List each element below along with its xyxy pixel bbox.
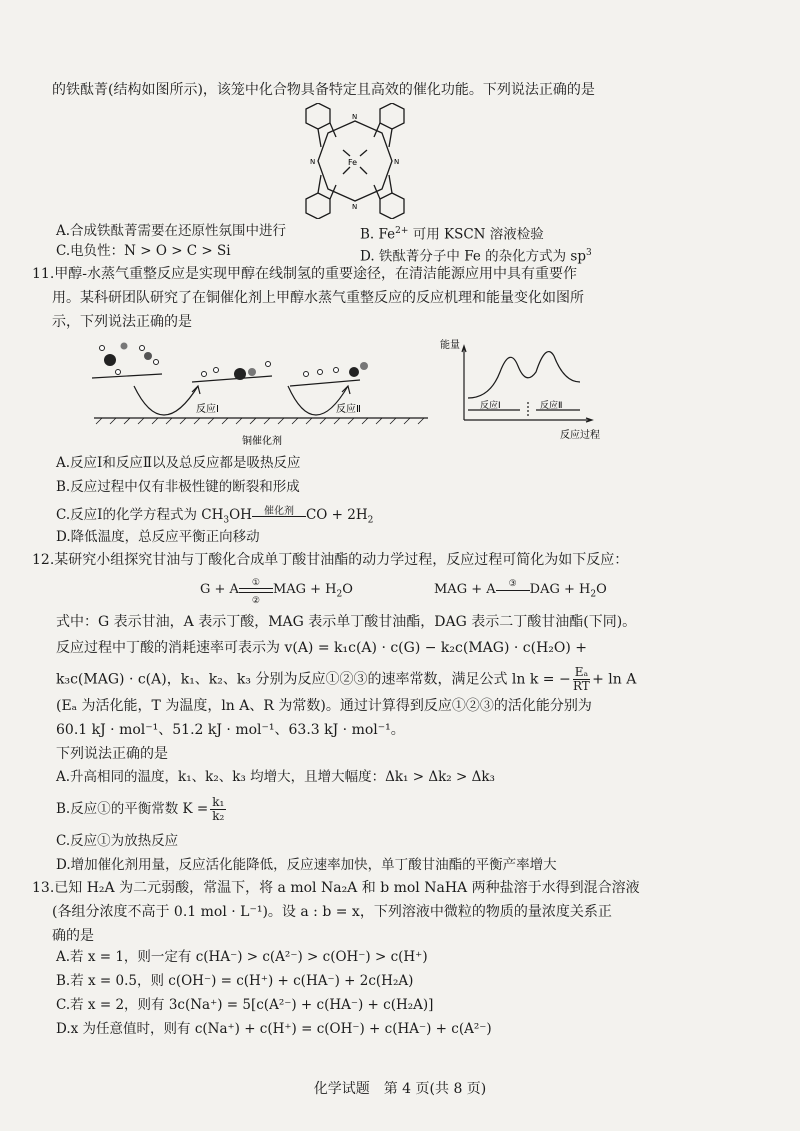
q11-stem-line3: 示，下列说法正确的是 [52,314,192,330]
q11-option-a: A.反应Ⅰ和反应Ⅱ以及总反应都是吸热反应 [56,455,301,471]
bridge-n-left: N [310,158,316,166]
q12-stem-line6: 60.1 kJ · mol⁻¹、51.2 kJ · mol⁻¹、63.3 kJ · mol⁻¹。 [56,722,405,738]
q10-option-a: A.合成铁酞菁需要在还原性氛围中进行 [56,223,287,239]
q12-option-d: D.增加催化剂用量，反应活化能降低，反应速率加快，单丁酸甘油酯的平衡产率增大 [56,857,557,873]
q11-option-d: D.降低温度，总反应平衡正向移动 [56,529,260,545]
catalyst-condition: 催化剂 [263,506,294,517]
q13-option-a: A.若 x = 1，则一定有 c(HA⁻) > c(A²⁻) > c(OH⁻) > c(H⁺) [56,949,428,965]
q12-stem-line1: 12.某研究小组探究甘油与丁酸化合成单丁酸甘油酯的动力学过程，反应过程可简化为如下反应： [32,552,629,568]
energy-reaction2-label: 反应Ⅱ [540,401,563,411]
q13-option-d: D.x 为任意值时，则有 c(Na⁺) + c(H⁺) = c(OH⁻) + c(HA⁻) + c(A²⁻) [56,1021,492,1037]
q11-mechanism-figure [92,334,430,452]
q10-option-c: C.电负性：N > O > C > Si [56,243,231,259]
q12-stem-line7: 下列说法正确的是 [56,746,168,762]
q10-option-b: B. $Fe^{2+}$ 可用 KSCN 溶液检验 [360,226,544,243]
bridge-n-bottom: N [352,203,358,211]
q11-energy-diagram [440,336,620,444]
q10-option-d: D. 铁酞菁分子中 Fe 的杂化方式为 $sp^3$ [360,248,592,265]
q12-equation-1: G + A ① ② MAG + $H_2O$ [200,577,353,606]
progress-axis-label: 反应过程 [560,430,600,441]
q12-option-c: C.反应①为放热反应 [56,833,179,849]
q13-stem-line2: (各组分浓度不高于 0.1 mol · L⁻¹)。设 a : b = x，下列溶液中微粒的物质的量浓度关系正 [52,904,612,920]
bridge-n-top: N [352,113,358,121]
q12-equation-2: MAG + A ③ DAG + $H_2O$ [434,579,607,600]
mechanism-reaction1-label: 反应Ⅰ [196,404,219,415]
bridge-n-right: N [394,158,400,166]
q12-stem-line3: 反应过程中丁酸的消耗速率可表示为 v(A) = k₁c(A) · c(G) − k₂c(MAG) · c(H₂O) + [56,640,588,656]
q12-stem-line2: 式中：G 表示甘油，A 表示丁酸，MAG 表示单丁酸甘油酯，DAG 表示二丁酸甘油酯(下同)。 [56,614,637,630]
q12-option-a: A.升高相同的温度，k₁、k₂、k₃ 均增大，且增大幅度：Δk₁ > Δk₂ > Δk₃ [56,769,495,785]
q12-stem-line4: k₃c(MAG) · c(A)，k₁、k₂、k₃ 分别为反应①②③的速率常数，满足公式 ln k = − $\frac{\text{Eₐ}}{RT}$ + ln A [56,665,637,693]
q11-stem-line2: 用。某科研团队研究了在铜催化剂上甲醇水蒸气重整反应的反应机理和能量变化如图所 [52,290,584,306]
q12-option-b: B.反应①的平衡常数 K = $\frac{\text{k₁}}{\text{k₂}}$ [56,795,225,823]
catalyst-label: 铜催化剂 [242,436,282,447]
iron-phthalocyanine-structure [288,103,422,219]
mechanism-reaction2-label: 反应Ⅱ [336,404,361,415]
q13-option-c: C.若 x = 2，则有 3c(Na⁺) = 5[c(A²⁻) + c(HA⁻) + c(H₂A)] [56,997,434,1013]
q10-stem-tail: 的铁酞菁(结构如图所示)，该笼中化合物具备特定且高效的催化功能。下列说法正确的是 [52,82,595,98]
q11-stem-line1: 11.甲醇-水蒸气重整反应是实现甲醇在线制氢的重要途径，在清洁能源应用中具有重要作 [32,266,577,282]
q13-stem-line3: 确的是 [52,928,94,944]
energy-reaction1-label: 反应Ⅰ [480,401,501,411]
energy-axis-label: 能量 [440,340,460,351]
q13-stem-line1: 13.已知 H₂A 为二元弱酸，常温下，将 a mol Na₂A 和 b mol NaHA 两种盐溶于水得到混合溶液 [32,880,640,896]
q13-option-b: B.若 x = 0.5，则 c(OH⁻) = c(H⁺) + c(HA⁻) + 2c(H₂A) [56,973,414,989]
page-footer: 化学试题 第 4 页(共 8 页) [313,1081,487,1097]
q11-option-c: C.反应Ⅰ的化学方程式为 $CH_3OH$ 催化剂 CO + $2H_2$ [56,506,373,531]
q12-stem-line5: (Eₐ 为活化能，T 为温度，ln A、R 为常数)。通过计算得到反应①②③的活化能分别为 [56,698,592,714]
q11-option-b: B.反应过程中仅有非极性键的断裂和形成 [56,479,300,495]
fe-atom-label: Fe [348,158,358,167]
